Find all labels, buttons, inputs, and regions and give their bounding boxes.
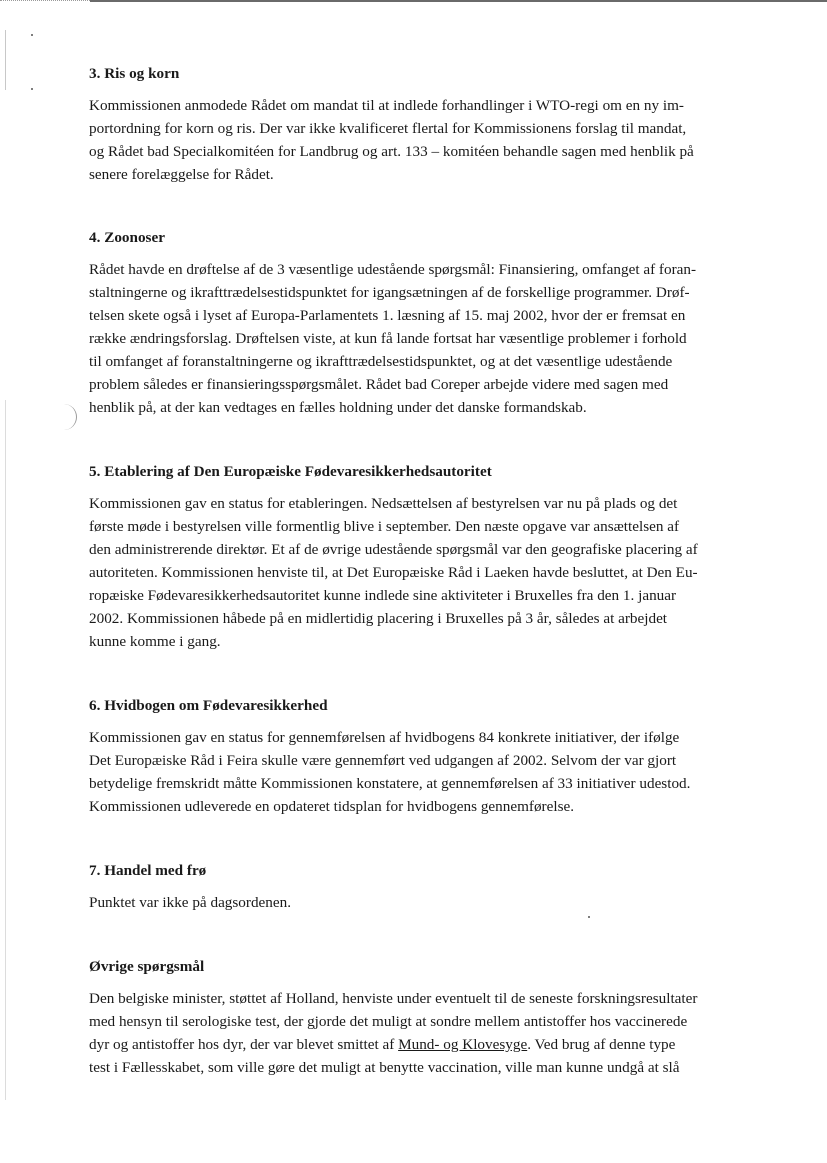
scan-speck xyxy=(31,34,33,36)
paragraph-line: Punktet var ikke på dagsordenen. xyxy=(89,894,292,911)
top-edge-dotted-rule xyxy=(0,0,90,1)
section-heading: 5. Etablering af Den Europæiske Fødevaresikkerhedsautoritet xyxy=(89,463,492,480)
paragraph-line: kunne komme i gang. xyxy=(89,633,221,650)
section-paragraph xyxy=(89,891,775,914)
paragraph-line: betydelige fremskridt måtte Kommissionen konstatere, at gennemførelsen af 33 initiativer udestod. xyxy=(89,775,691,792)
section-handel-med-fro xyxy=(89,859,775,914)
paragraph-line: den administrerende direktør. Et af de øvrige udestående spørgsmål var den geografiske placering af xyxy=(89,541,698,558)
document-body xyxy=(89,62,775,1079)
section-zoonoser xyxy=(89,226,775,419)
paragraph-line: og Rådet bad Specialkomitéen for Landbrug og art. 133 – komitéen behandle sagen med henblik på xyxy=(89,143,694,160)
paragraph-line: staltningerne og ikrafttrædelsestidspunktet for igangsætningen af de forskellige programmer. Drøf- xyxy=(89,284,690,301)
scan-margin-line xyxy=(5,400,6,1100)
paragraph-line: Kommissionen gav en status for etableringen. Nedsættelsen af bestyrelsen var nu på plads og det xyxy=(89,495,678,512)
section-paragraph xyxy=(89,492,775,653)
section-ovrige-sporgsmal xyxy=(89,955,775,1079)
underlined-term: Mund- og Klovesyge xyxy=(398,1036,528,1053)
paragraph-line: telsen skete også i lyset af Europa-Parlamentets 1. læsning af 15. maj 2002, hvor der er fremsat en xyxy=(89,307,686,324)
paragraph-line: Rådet havde en drøftelse af de 3 væsentlige udestående spørgsmål: Finansiering, omfanget af foran- xyxy=(89,261,697,278)
punch-hole-mark xyxy=(54,404,77,430)
paragraph-line-with-term xyxy=(89,1033,775,1056)
paragraph-line: Kommissionen udleverede en opdateret tidsplan for hvidbogens gennemførelse. xyxy=(89,798,575,815)
section-paragraph xyxy=(89,94,775,186)
paragraph-line: 2002. Kommissionen håbede på en midlertidig placering i Bruxelles på 3 år, således at arbejdet xyxy=(89,610,668,627)
line-start: dyr og antistoffer hos dyr, der var blevet smittet af xyxy=(89,1036,399,1053)
paragraph-line: autoriteten. Kommissionen henviste til, at Det Europæiske Råd i Laeken havde besluttet, at Den Eu- xyxy=(89,564,698,581)
paragraph-line: første møde i bestyrelsen ville formentlig blive i september. Den næste opgave var ansættelsen af xyxy=(89,518,680,535)
top-edge-rule xyxy=(90,0,827,2)
paragraph-line: Det Europæiske Råd i Feira skulle være gennemført ved udgangen af 2002. Selvom der var gjort xyxy=(89,752,677,769)
section-heading: 6. Hvidbogen om Fødevaresikkerhed xyxy=(89,697,328,714)
section-fodevaresikkerhedsautoritet xyxy=(89,460,775,653)
line-end: . Ved brug af denne type xyxy=(527,1036,676,1053)
paragraph-line: Den belgiske minister, støttet af Holland, henviste under eventuelt til de seneste forskningsresultater xyxy=(89,990,698,1007)
paragraph-line: til omfanget af foranstaltningerne og ikrafttrædelsestidspunktet, og at det væsentlige udestående xyxy=(89,353,673,370)
paragraph-line: portordning for korn og ris. Der var ikke kvalificeret flertal for Kommissionens forslag til mandat, xyxy=(89,120,687,137)
section-ris-og-korn xyxy=(89,62,775,186)
paragraph-line: ropæiske Fødevaresikkerhedsautoritet kunne indlede sine aktiviteter i Bruxelles fra den 1. januar xyxy=(89,587,677,604)
scan-margin-line xyxy=(5,30,6,90)
paragraph-line: problem således er finansieringsspørgsmålet. Rådet bad Coreper arbejde videre med sagen med xyxy=(89,376,669,393)
section-paragraph xyxy=(89,987,775,1079)
section-heading: 3. Ris og korn xyxy=(89,65,180,82)
paragraph-line: med hensyn til serologiske test, der gjorde det muligt at sondre mellem antistoffer hos vaccinerede xyxy=(89,1013,688,1030)
section-hvidbogen xyxy=(89,694,775,818)
paragraph-line: senere forelæggelse for Rådet. xyxy=(89,166,274,183)
paragraph-line: Kommissionen anmodede Rådet om mandat til at indlede forhandlinger i WTO-regi om en ny im- xyxy=(89,97,684,114)
paragraph-line: test i Fællesskabet, som ville gøre det muligt at benytte vaccination, ville man kunne undgå at slå xyxy=(89,1059,680,1076)
paragraph-line: række ændringsforslag. Drøftelsen viste, at kun få lande fortsat har væsentlige problemer i forhold xyxy=(89,330,687,347)
scan-speck xyxy=(31,88,33,90)
section-heading: Øvrige spørgsmål xyxy=(89,958,205,975)
section-paragraph xyxy=(89,726,775,818)
paragraph-line: henblik på, at der kan vedtages en fælles holdning under det danske formandskab. xyxy=(89,399,587,416)
section-heading: 4. Zoonoser xyxy=(89,229,165,246)
section-paragraph xyxy=(89,258,775,419)
paragraph-line: Kommissionen gav en status for gennemførelsen af hvidbogens 84 konkrete initiativer, der ifølge xyxy=(89,729,680,746)
section-heading: 7. Handel med frø xyxy=(89,862,207,879)
